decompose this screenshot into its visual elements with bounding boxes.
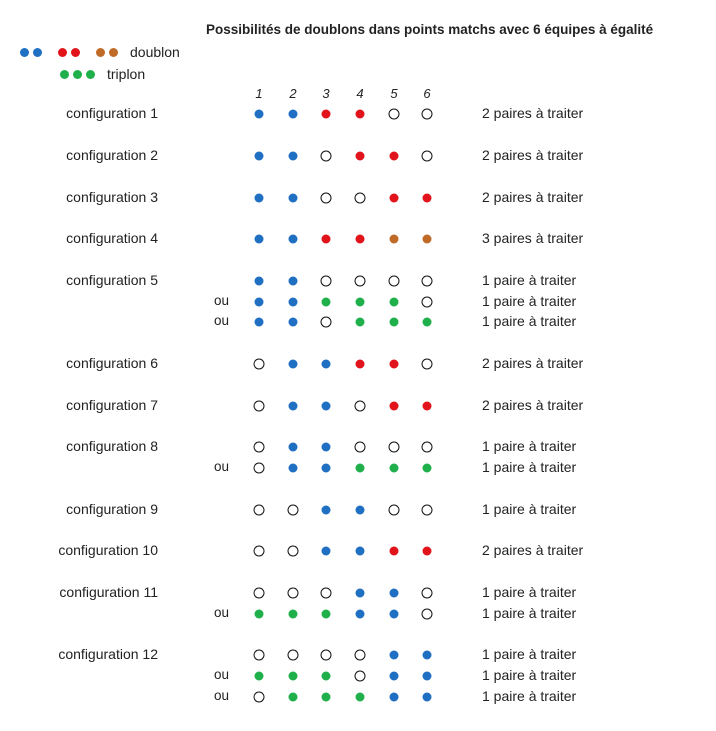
result-text: 1 paire à traiter [482,313,577,329]
team-dot-blue [289,152,298,161]
team-dot-empty [254,359,265,370]
team-dot-orange [390,235,399,244]
team-dot-blue [289,110,298,119]
legend-dot-blue [20,48,29,57]
team-dot-green [322,693,331,702]
team-dot-green [356,318,365,327]
ou-label: ou [214,293,230,308]
legend-dot-red [58,48,67,57]
team-dot-blue [289,402,298,411]
team-dot-blue [322,506,331,515]
result-text: 1 paire à traiter [482,459,577,475]
team-dot-green [356,693,365,702]
team-dot-red [423,402,432,411]
team-dot-red [322,110,331,119]
team-dot-empty [422,276,433,287]
team-dot-red [390,360,399,369]
result-text: 2 paires à traiter [482,189,584,205]
team-dot-empty [321,317,332,328]
team-dot-empty [355,193,366,204]
team-dot-empty [389,505,400,516]
column-header-4: 4 [356,86,364,101]
team-dot-red [356,152,365,161]
team-dot-red [423,547,432,556]
ou-label: ou [214,667,230,682]
team-dot-empty [389,442,400,453]
ou-label: ou [214,459,230,474]
legend-label: doublon [130,44,180,60]
team-dot-green [423,464,432,473]
team-dot-blue [322,402,331,411]
result-text: 2 paires à traiter [482,105,584,121]
team-dot-blue [289,277,298,286]
column-header-3: 3 [322,86,330,101]
team-dot-green [356,464,365,473]
team-dot-red [390,194,399,203]
team-dot-empty [355,650,366,661]
result-text: 1 paire à traiter [482,688,577,704]
ou-label: ou [214,605,230,620]
team-dot-empty [321,650,332,661]
team-dot-empty [254,401,265,412]
ou-label: ou [214,313,230,328]
team-dot-red [322,235,331,244]
team-dot-red [390,547,399,556]
configuration-label: configuration 7 [66,397,158,413]
configuration-label: configuration 10 [58,542,158,558]
team-dot-blue [255,235,264,244]
team-dot-empty [254,546,265,557]
result-text: 2 paires à traiter [482,397,584,413]
team-dot-green [289,693,298,702]
legend-dot-red [71,48,80,57]
team-dot-blue [423,651,432,660]
team-dot-blue [255,298,264,307]
team-dot-blue [255,110,264,119]
team-dot-empty [254,505,265,516]
team-dot-blue [289,464,298,473]
legend-dot-green [60,70,69,79]
team-dot-blue [390,589,399,598]
team-dot-green [390,318,399,327]
team-dot-blue [356,610,365,619]
team-dot-empty [288,588,299,599]
team-dot-blue [255,194,264,203]
team-dot-green [390,464,399,473]
team-dot-red [356,360,365,369]
team-dot-empty [355,442,366,453]
team-dot-blue [289,318,298,327]
column-header-5: 5 [390,86,398,101]
result-text: 2 paires à traiter [482,542,584,558]
team-dot-empty [422,297,433,308]
result-text: 1 paire à traiter [482,646,577,662]
team-dot-empty [254,463,265,474]
team-dot-green [322,298,331,307]
team-dot-blue [423,693,432,702]
configuration-label: configuration 8 [66,438,158,454]
team-dot-empty [321,193,332,204]
team-dot-empty [288,505,299,516]
team-dot-blue [255,277,264,286]
team-dot-blue [289,235,298,244]
configuration-label: configuration 9 [66,501,158,517]
result-text: 1 paire à traiter [482,501,577,517]
team-dot-empty [355,401,366,412]
column-header-1: 1 [255,86,263,101]
team-dot-green [423,318,432,327]
result-text: 1 paire à traiter [482,605,577,621]
team-dot-blue [390,610,399,619]
team-dot-empty [422,609,433,620]
team-dot-blue [423,672,432,681]
result-text: 1 paire à traiter [482,272,577,288]
team-dot-empty [254,588,265,599]
team-dot-blue [322,464,331,473]
team-dot-empty [389,276,400,287]
configuration-label: configuration 11 [59,584,158,600]
result-text: 2 paires à traiter [482,147,584,163]
configuration-label: configuration 4 [66,230,158,246]
team-dot-empty [422,359,433,370]
team-dot-empty [254,692,265,703]
team-dot-blue [289,360,298,369]
team-dot-empty [288,650,299,661]
team-dot-empty [321,588,332,599]
team-dot-blue [356,589,365,598]
team-dot-blue [356,547,365,556]
legend-dot-green [86,70,95,79]
team-dot-blue [255,152,264,161]
team-dot-blue [255,318,264,327]
team-dot-green [289,610,298,619]
legend-doublon [20,44,180,60]
team-dot-green [289,672,298,681]
legend-label: triplon [107,66,146,82]
team-dot-green [322,672,331,681]
team-dot-green [390,298,399,307]
result-text: 3 paires à traiter [482,230,584,246]
result-text: 1 paire à traiter [482,584,577,600]
team-dot-orange [423,235,432,244]
team-dot-blue [322,443,331,452]
team-dot-blue [390,651,399,660]
team-dot-empty [422,588,433,599]
result-text: 1 paire à traiter [482,293,577,309]
team-dot-red [390,152,399,161]
team-dot-empty [288,546,299,557]
configuration-label: configuration 6 [66,355,158,371]
team-dot-blue [289,298,298,307]
team-dot-empty [422,442,433,453]
team-dot-empty [254,442,265,453]
team-dot-empty [355,671,366,682]
team-dot-blue [322,360,331,369]
configuration-label: configuration 12 [58,646,158,662]
team-dot-green [255,610,264,619]
team-dot-red [356,110,365,119]
configuration-label: configuration 2 [66,147,158,163]
team-dot-red [356,235,365,244]
ou-label: ou [214,688,230,703]
team-dot-empty [422,109,433,120]
legend-dot-green [73,70,82,79]
team-dot-green [255,672,264,681]
team-dot-empty [355,276,366,287]
column-header-2: 2 [289,86,297,101]
team-dot-empty [321,151,332,162]
page-title: Possibilités de doublons dans points matchs avec 6 équipes à égalité [206,22,654,37]
team-dot-blue [289,443,298,452]
configuration-label: configuration 1 [66,105,158,121]
team-dot-empty [422,151,433,162]
result-text: 2 paires à traiter [482,355,584,371]
team-dot-blue [322,547,331,556]
team-dot-blue [356,506,365,515]
team-dot-empty [321,276,332,287]
result-text: 1 paire à traiter [482,667,577,683]
team-dot-empty [389,109,400,120]
team-dot-blue [289,194,298,203]
configuration-label: configuration 5 [66,272,158,288]
team-dot-empty [422,505,433,516]
configuration-label: configuration 3 [66,189,158,205]
team-dot-red [423,194,432,203]
result-text: 1 paire à traiter [482,438,577,454]
legend-dot-orange [109,48,118,57]
team-dot-red [390,402,399,411]
team-dot-green [322,610,331,619]
legend-triplon [60,66,145,82]
column-header-6: 6 [423,86,431,101]
team-dot-blue [390,693,399,702]
legend-dot-blue [33,48,42,57]
legend-dot-orange [96,48,105,57]
team-dot-empty [254,650,265,661]
team-dot-blue [390,672,399,681]
team-dot-green [356,298,365,307]
